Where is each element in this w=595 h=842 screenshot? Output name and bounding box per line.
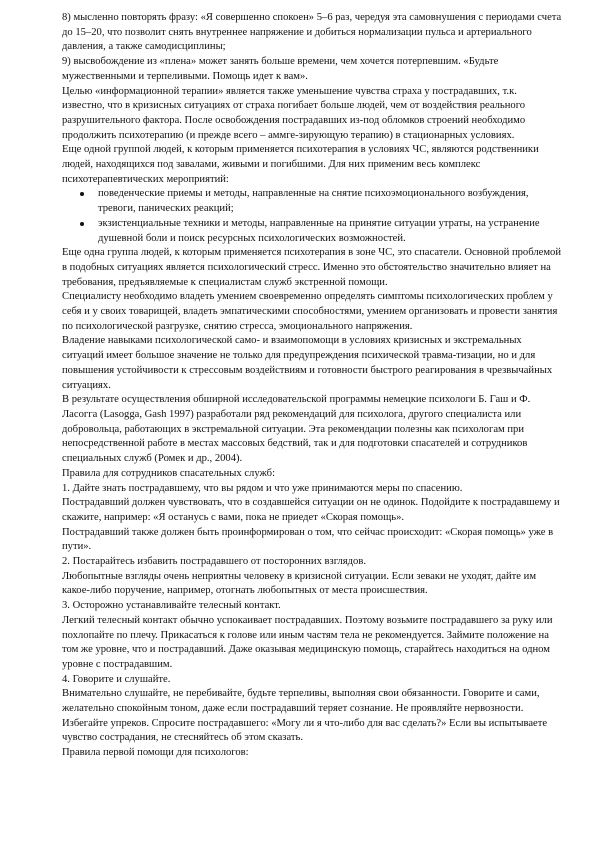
paragraph: Специалисту необходимо владеть умением своевременно определять симптомы психологических проблем у себя и у своих товарищей, владеть эмпатическими способностями, умением организовать и провести занятия по психологической разгрузке, снятию стресса, эмоционального напряжения. bbox=[62, 291, 558, 332]
paragraph: Пострадавший также должен быть проинформирован о том, что сейчас происходит: «Скорая помощь» уже в пути». bbox=[62, 526, 554, 553]
paragraph: 8) мысленно повторять фразу: «Я совершенно спокоен» 5–6 раз, чередуя эта самовнушения с периодами счета до 15–20, что позволит снять внутреннее напряжение и добиться нормализации пульса и артериального давления, а также самодисциплины; bbox=[62, 12, 562, 53]
paragraph: Еще одна группа людей, к которым применяется психотерапия в зоне ЧС, это спасатели. Основной проблемой в подобных ситуациях является психологический стресс. Именно это обстоятельство значительно влияет на требования, предъявляемые к специалистам служб экстренной помощи. bbox=[62, 247, 562, 288]
section-heading: Правила первой помощи для психологов: bbox=[62, 747, 249, 759]
paragraph: Внимательно слушайте, не перебивайте, будьте терпеливы, выполняя свои обязанности. Говорите и сами, желательно спокойным тоном, даже если пострадавший теряет сознание. Не проявляйте нервозности. Избегайте упреков. Спросите пострадавшего: «Могу ли я что-либо для вас сделать?» Если вы испытываете чувство сострадания, не стесняйтесь об этом сказать. bbox=[62, 688, 548, 744]
paragraph: Владение навыками психологической само- и взаимопомощи в условиях кризисных и экстремальных ситуаций имеет большое значение не только для предупреждения психической травма-тизации, но и для повышения устойчивости к стрессовым воздействиям и готовности быстрого реагирования в чрезвычайных ситуациях. bbox=[62, 335, 553, 391]
paragraph: В результате осуществления обширной исследовательской программы немецкие психологи Б. Гаш и Ф. Ласогга (Lasogga, Gash 1997) разработали ряд рекомендаций для психолога, другого специалиста или добровольца, работающих в экстремальной ситуации. Эта рекомендации полезны как психологам при непосредственной работе в местах массовых бедствий, так и для подготовки спасателей и сотрудников специальных служб (Ромек и др., 2004). bbox=[62, 394, 531, 465]
paragraph: Еще одной группой людей, к которым применяется психотерапия в условиях ЧС, являются родственники людей, находящихся под завалами, живыми и погибшими. Для них применим весь комплекс психотерапевтических мероприятий: bbox=[62, 144, 539, 185]
document-page bbox=[62, 11, 562, 761]
rule-heading: 2. Постарайтесь избавить пострадавшего от посторонних взглядов. bbox=[62, 556, 367, 568]
paragraph: Легкий телесный контакт обычно успокаивает пострадавших. Поэтому возьмите пострадавшего за руку или похлопайте по плечу. Прикасаться к голове или иным частям тела не рекомендуется. Займите положение на том же уровне, что и пострадавший. Даже оказывая медицинскую помощь, старайтесь находиться на одном уровне с пострадавшим. bbox=[62, 614, 553, 670]
paragraph: 9) высвобождение из «плена» может занять больше времени, чем хочется потерпевшим. «Будьте мужественными и терпеливыми. Помощь идет к вам». bbox=[62, 56, 499, 82]
bullet-item: экзистенциальные техники и методы, направленные на принятие ситуации утраты, на устранение душевной боли и поиск ресурсных психологических возможностей. bbox=[98, 217, 562, 246]
section-heading: Правила для сотрудников спасательных служб: bbox=[62, 467, 276, 479]
rule-heading: 1. Дайте знать пострадавшему, что вы рядом и что уже принимаются меры по спасению. bbox=[62, 482, 463, 494]
bullet-list bbox=[62, 187, 562, 246]
rule-heading: 3. Осторожно устанавливайте телесный контакт. bbox=[62, 600, 281, 612]
bullet-item: поведенческие приемы и методы, направленные на снятие психоэмоционального возбуждения, тревоги, панических реакций; bbox=[98, 187, 562, 216]
rule-heading: 4. Говорите и слушайте. bbox=[62, 673, 171, 685]
paragraph: Пострадавший должен чувствовать, что в создавшейся ситуации он не одинок. Подойдите к пострадавшему и скажите, например: «Я останусь с вами, пока не приедет «Скорая помощь». bbox=[62, 497, 560, 523]
paragraph: Целью «информационной терапии» является также уменьшение чувства страха у пострадавших, т.к. известно, что в кризисных ситуациях от страха погибает больше людей, чем от воздействия реального разрушительного фактора. После освобождения пострадавших из-под обломков строений необходимо продолжить психотерапию (и прежде всего – аммге-зирующую терапию) в стационарных условиях. bbox=[62, 85, 526, 141]
paragraph: Любопытные взгляды очень неприятны человеку в кризисной ситуации. Если зеваки не уходят, дайте им какое-либо поручение, например, отогнать любопытных от места происшествия. bbox=[62, 570, 537, 597]
